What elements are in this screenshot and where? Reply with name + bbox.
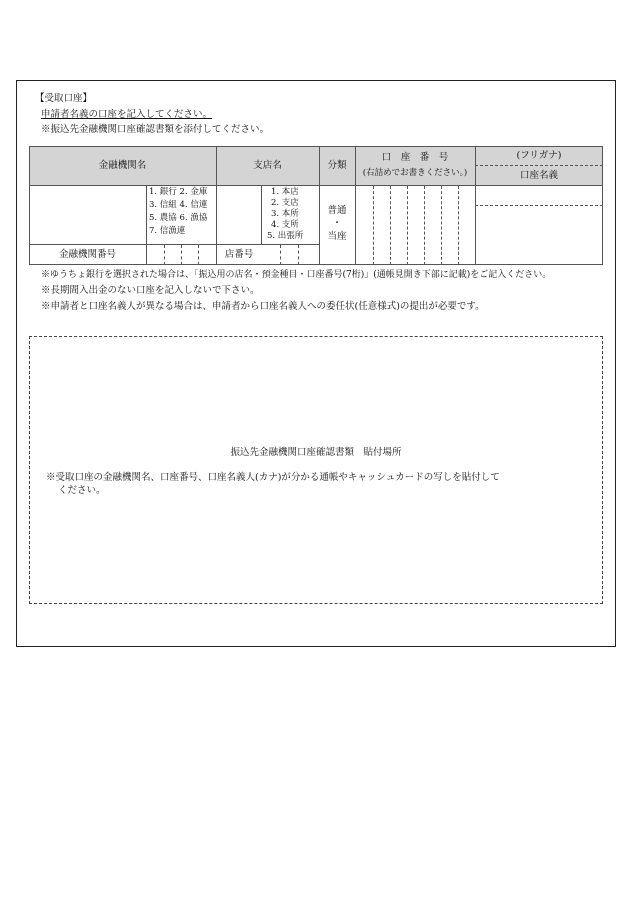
branch-code-label: 店番号 [224, 249, 254, 260]
account-table [29, 146, 603, 265]
kana-field[interactable] [476, 186, 603, 205]
header-account-note: (右詰めでお書きください。) [362, 168, 468, 178]
header-account-number: 口 座 番 号 [381, 152, 449, 163]
instruction-applicant-account: 申請者名義の口座を記入してください。 [41, 109, 213, 120]
header-account-holder: 口座名義 [519, 170, 558, 181]
note-dormant-account: ※長期間入出金のない口座を記入しないで下さい。 [41, 285, 260, 296]
note-power-of-attorney: ※申請者と口座名義人が異なる場合は、申請者から口座名義人への委任状(任意様式)の提出が必要です。 [41, 301, 485, 312]
bank-name-field[interactable] [29, 186, 146, 244]
type-separator: ・ [332, 218, 342, 229]
branch-type-3: 3. 本所 [271, 209, 299, 219]
document-paste-area[interactable] [29, 336, 603, 604]
bank-code-label: 金融機関番号 [58, 249, 116, 260]
branch-code-field[interactable] [262, 245, 319, 265]
type-ordinary[interactable]: 普通 [327, 205, 347, 216]
branch-type-2: 2. 支店 [271, 198, 299, 208]
header-type: 分類 [327, 160, 347, 171]
account-number-field[interactable] [356, 186, 475, 265]
instruction-attach-document: ※振込先金融機関口座確認書類を添付してください。 [41, 124, 270, 135]
type-current[interactable]: 当座 [327, 231, 347, 242]
branch-type-4: 4. 支所 [271, 220, 299, 230]
paste-area-title: 振込先金融機関口座確認書類 貼付場所 [230, 447, 402, 458]
branch-type-1: 1. 本店 [271, 187, 299, 197]
form-frame [16, 80, 616, 647]
account-holder-field[interactable] [476, 206, 603, 265]
branch-name-field[interactable] [217, 186, 261, 244]
bank-type-4: 7. 信漁連 [149, 226, 186, 236]
bank-type-1: 1. 銀行 2. 金庫 [149, 187, 208, 197]
section-title: 【受取口座】 [35, 93, 93, 104]
header-bank-name: 金融機関名 [98, 160, 147, 171]
paste-area-note-cont: ください。 [58, 485, 106, 496]
bank-type-2: 3. 信組 4. 信連 [149, 200, 208, 210]
header-kana: (フリガナ) [516, 150, 562, 161]
bank-code-field[interactable] [147, 245, 216, 265]
header-branch-name: 支店名 [253, 160, 282, 171]
branch-type-5: 5. 出張所 [267, 231, 304, 241]
paste-area-note: ※受取口座の金融機関名、口座番号、口座名義人(カナ)が分かる通帳やキャッシュカードの写しを貼付して [46, 472, 500, 483]
note-yucho: ※ゆうちょ銀行を選択された場合は、「振込用の店名・預金種目・口座番号(7桁)」(通帳見開き下部に記載)をご記入ください。 [41, 270, 552, 280]
bank-type-3: 5. 農協 6. 漁協 [149, 213, 208, 223]
